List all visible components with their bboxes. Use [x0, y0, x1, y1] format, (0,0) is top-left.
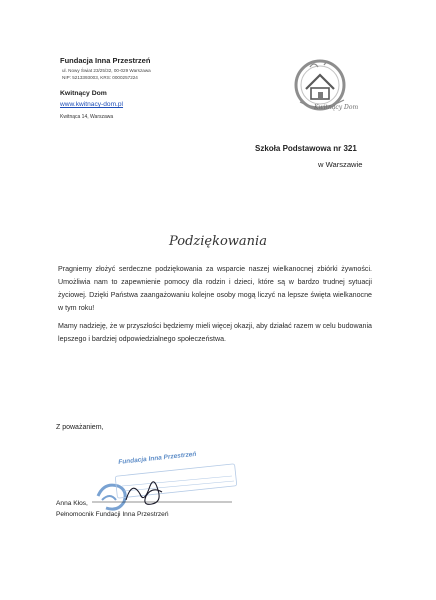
sender-address: ul. Nowy Świat 23/25/32, 00-029 Warszawa — [62, 68, 151, 73]
sender-ids: NIP: 5213393003, KRS: 0000257224 — [62, 75, 138, 80]
signer-name: Anna Kłos, — [56, 500, 88, 507]
recipient-line-1: Szkoła Podstawowa nr 321 — [255, 144, 357, 153]
paragraph-2: Mamy nadzieję, że w przyszłości będziemy mieli więcej okazji, aby działać razem w celu budowania lepszego i bardziej odpowiedzialnego społeczeństwa. — [58, 322, 372, 343]
signer-role: Pełnomocnik Fundacji Inna Przestrzeń — [56, 511, 169, 518]
house-address: Kwitnąca 14, Warszawa — [60, 114, 114, 120]
house-name: Kwitnący Dom — [60, 90, 107, 97]
paragraph-1: Pragniemy złożyć serdeczne podziękowania za wsparcie naszej wielkanocnej zbiórki żywności. Umożliwia nam to zapewnienie pomocy dla rodzin i dzieci, które są w bardzo trudnej sytuacji życiowej. Dzięki Państwa zaangażowaniu kolejne osoby mogą liczyć na lepsze święta wielkanocne w tym roku! — [58, 265, 372, 312]
recipient-line-2: w Warszawie — [318, 160, 363, 169]
closing: Z poważaniem, — [56, 424, 104, 431]
stamp-text: Fundacja Inna Przestrzeń — [118, 450, 197, 466]
letter-title: Podziękowania — [169, 234, 267, 249]
sender-name: Fundacja Inna Przestrzeń — [60, 56, 151, 65]
house-url-link[interactable]: www.kwitnacy-dom.pl — [60, 101, 124, 108]
logo-text: Kwitnący Dom — [314, 104, 359, 111]
